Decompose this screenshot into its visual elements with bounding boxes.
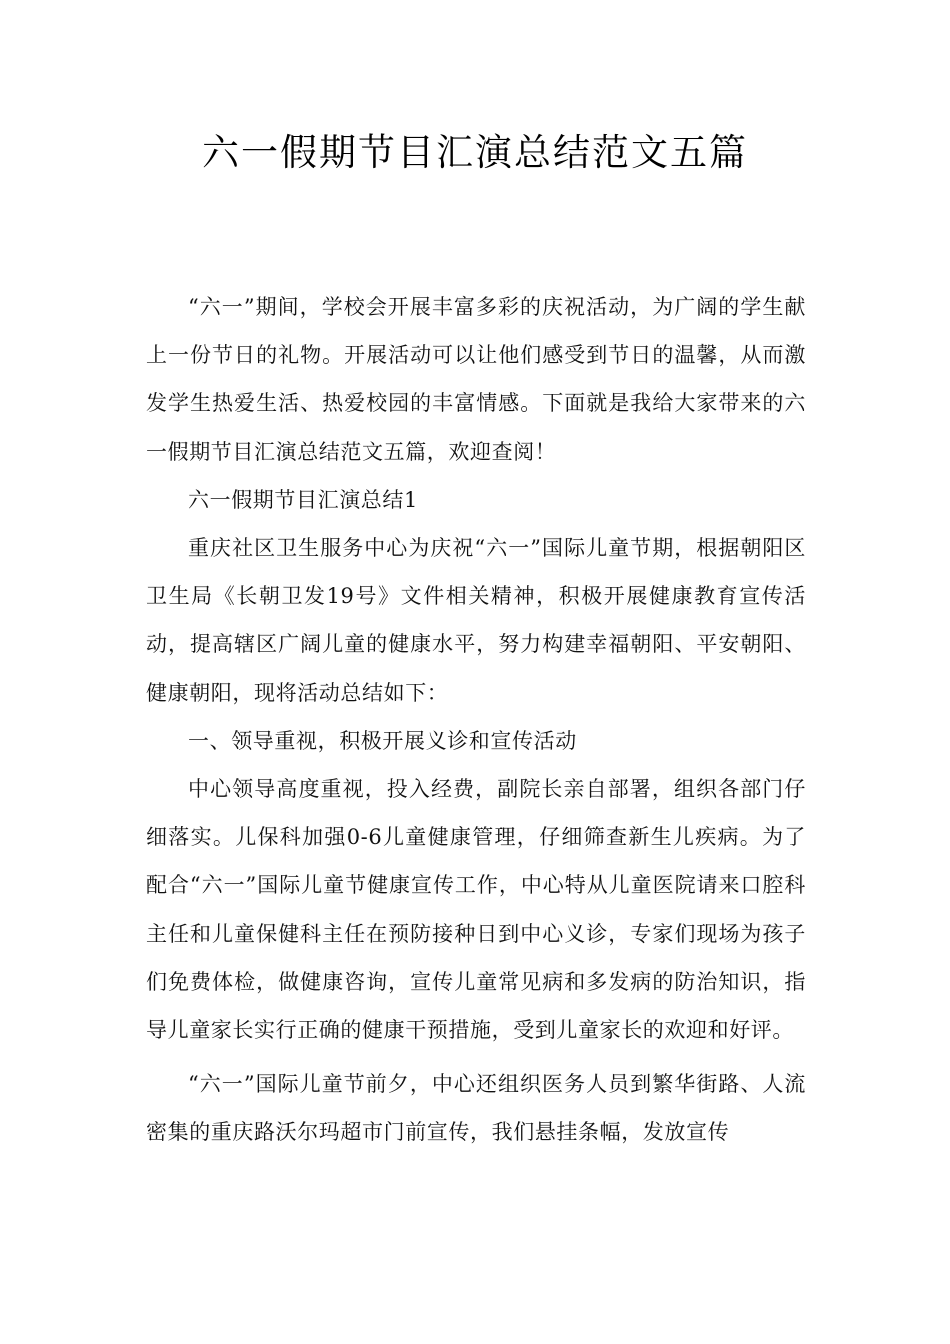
document-title: 六一假期节目汇演总结范文五篇 <box>202 131 748 174</box>
body-paragraph: “六一”国际儿童节前夕，中心还组织医务人员到繁华街路、人流密集的重庆路沃尔玛超市门前宣传，我们悬挂条幅，发放宣传 <box>146 1072 806 1145</box>
section-heading-1: 六一假期节目汇演总结1 <box>188 487 418 512</box>
subsection-heading-1: 一、领导重视，积极开展义诊和宣传活动 <box>188 728 577 753</box>
body-paragraph: 中心领导高度重视，投入经费，副院长亲自部署，组织各部门仔细落实。儿保科加强0-6儿童健康管理，仔细筛查新生儿疾病。为了配合“六一”国际儿童节健康宣传工作，中心特从儿童医院请来口腔科主任和儿童保健科主任在预防接种日到中心义诊，专家们现场为孩子们免费体检，做健康咨询，宣传儿童常见病和多发病的防治知识，指导儿童家长实行正确的健康干预措施，受到儿童家长的欢迎和好评。 <box>146 777 806 1043</box>
intro-paragraph: “六一”期间，学校会开展丰富多彩的庆祝活动，为广阔的学生献上一份节日的礼物。开展活动可以让他们感受到节日的温馨，从而激发学生热爱生活、热爱校园的丰富情感。下面就是我给大家带来的六一假期节目汇演总结范文五篇，欢迎查阅！ <box>146 295 806 464</box>
document-body <box>146 283 806 1157</box>
body-paragraph: 重庆社区卫生服务中心为庆祝“六一”国际儿童节期，根据朝阳区卫生局《长朝卫发19号》文件相关精神，积极开展健康教育宣传活动，提高辖区广阔儿童的健康水平，努力构建幸福朝阳、平安朝阳、健康朝阳，现将活动总结如下： <box>146 536 806 705</box>
